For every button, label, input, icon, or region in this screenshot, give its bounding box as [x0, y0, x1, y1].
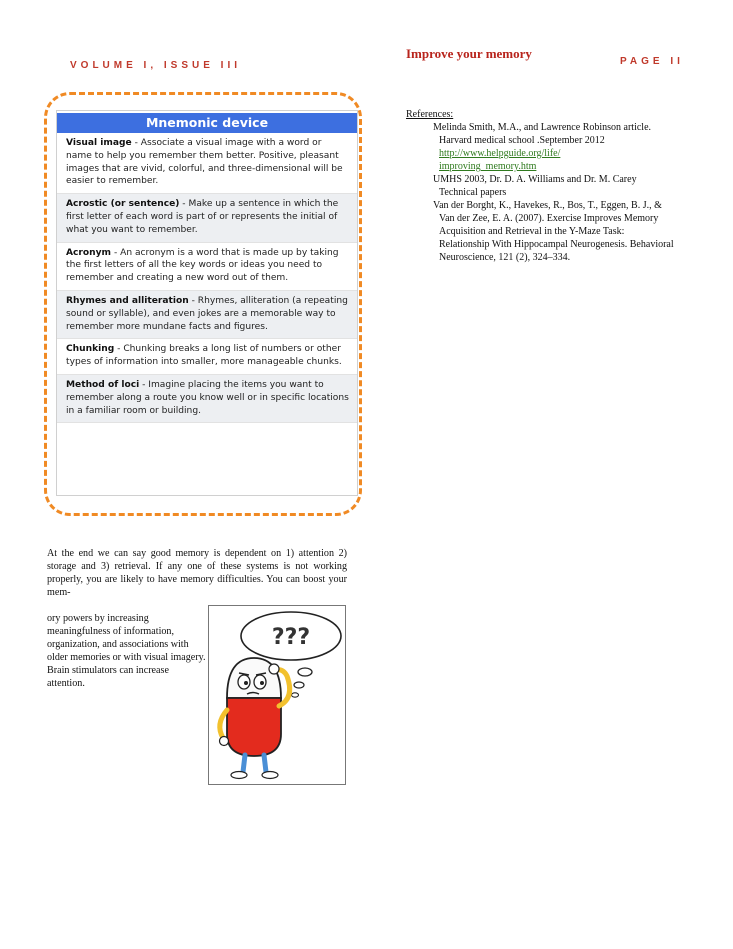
reference-item: Van der Borght, K., Havekes, R., Bos, T., Eggen, B. J., & Van der Zee, E. A. (2007). Exercise Improves Memory Acquisition and Retrieval in the Y-Maze Task: Relationship With Hippocampal Neurogenesis. Behavioral Neuroscience, 121 (2), 324–334.: [433, 200, 674, 263]
row-desc: - Chunking breaks a long list of numbers or other types of information into smaller, more manageable chunks.: [66, 344, 342, 368]
reference-item: [433, 121, 676, 173]
reference-link[interactable]: http://www.helpguide.org/life/: [439, 148, 561, 159]
row-term: Rhymes and alliteration: [66, 295, 189, 306]
reference-link-cont[interactable]: improving_memory.htm: [439, 161, 537, 172]
reference-item: UMHS 2003, Dr. D. A. Williams and Dr. M. Carey Technical papers: [433, 174, 637, 198]
row-desc: - Imagine placing the items you want to remember along a route you know well or in specific locations in a familiar room or building.: [66, 379, 349, 416]
row-term: Chunking: [66, 344, 115, 355]
row-term: Method of loci: [66, 379, 140, 390]
row-term: Visual image: [66, 138, 132, 148]
references-label: References:: [406, 109, 454, 120]
thought-text: ???: [271, 625, 311, 650]
issue-header: VOLUME I, ISSUE III: [70, 60, 242, 71]
row-term: Acronym: [66, 247, 112, 258]
row-term: Acrostic (or sentence): [66, 199, 180, 210]
row-desc: - An acronym is a word that is made up by taking the first letters of all the key words or ideas you need to remember and creating a new word out of them.: [66, 247, 339, 284]
table-row-rhymes: [57, 291, 357, 339]
table-row-chunking: [57, 339, 357, 375]
row-desc: - Rhymes, alliteration (a repeating sound or syllable), and even jokes are a memorable way to remember more mundane facts and figures.: [66, 295, 348, 332]
reference-text: Melinda Smith, M.A., and Lawrence Robinson article. Harvard medical school .September 2012: [433, 122, 652, 146]
table-heading: Mnemonic device: [57, 113, 357, 133]
table-row-visual-image: [57, 133, 357, 194]
mnemonic-table: [56, 110, 358, 496]
table-row-loci: [57, 375, 357, 423]
body-paragraph-wrap: ory powers by increasing meaningfulness of information, organization, and associations with older memories or with visual imagery. Brain stimulators can increase attention.: [47, 613, 206, 689]
page-number: PAGE II: [620, 56, 684, 67]
body-paragraph: At the end we can say good memory is dependent on 1) attention 2) storage and 3) retrieval. If any one of these systems is not working properly, you are likely to have memory difficulties. You can boost your mem-: [47, 548, 347, 598]
row-desc: - Make up a sentence in which the first letter of each word is part of or represents the initial of what you want to remember.: [66, 199, 339, 235]
references-section: [406, 108, 676, 264]
article-title: Improve your memory: [406, 46, 532, 61]
row-desc: - Associate a visual image with a word or name to help you remember them better. Positive, pleasant images that are vivid, colorful, and three-dimensional will be easier to remember.: [66, 138, 343, 187]
table-row-acronym: [57, 243, 357, 291]
confused-pill-illustration: [209, 606, 345, 784]
pill-bottom: [227, 698, 281, 756]
table-row-acrostic: [57, 194, 357, 242]
cartoon-image: [208, 605, 346, 785]
